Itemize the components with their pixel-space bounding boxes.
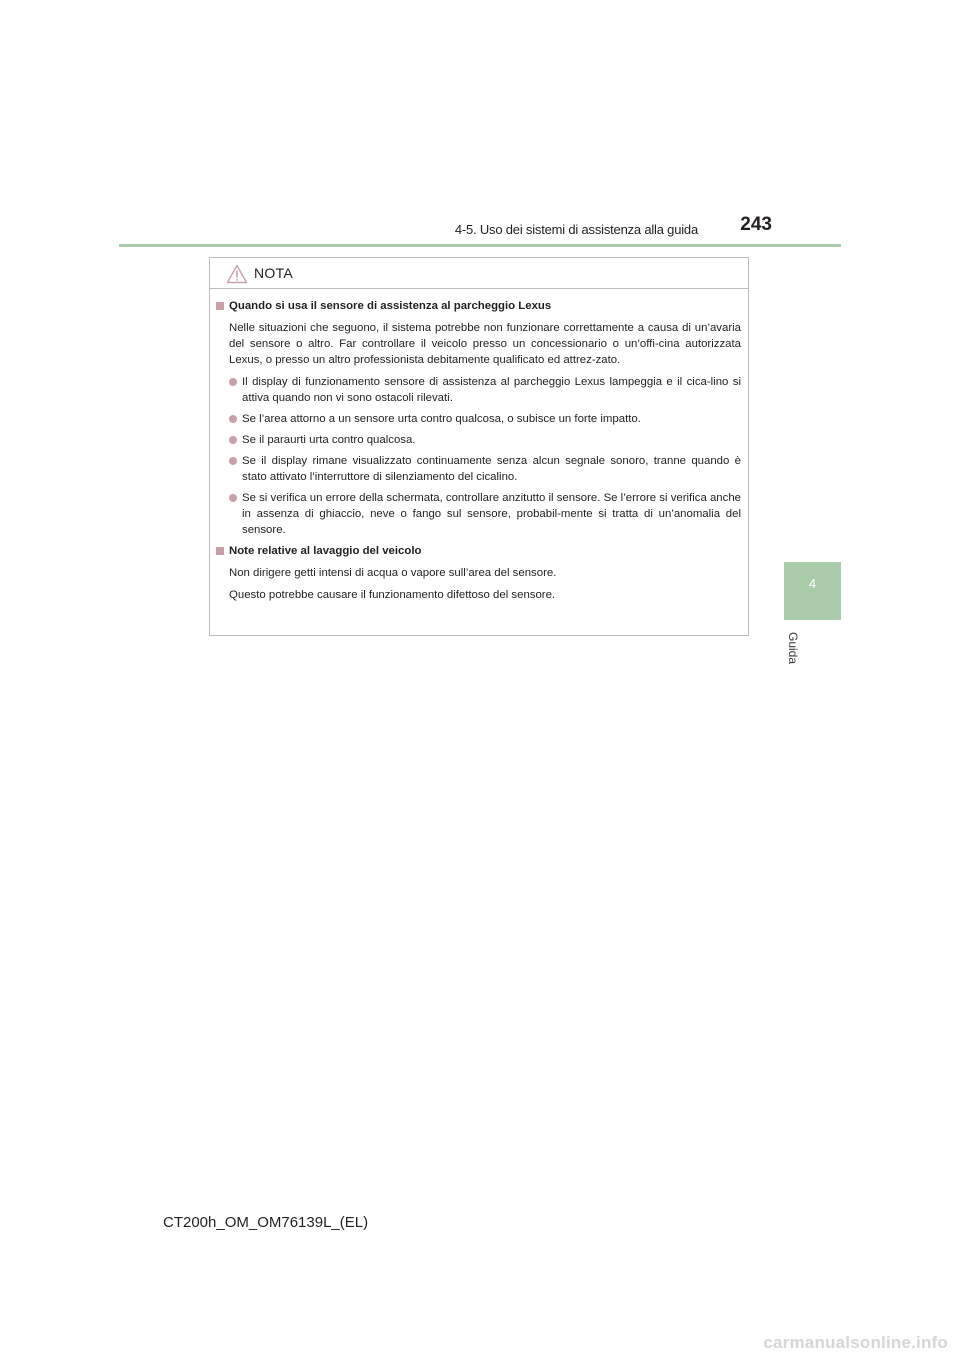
section-title: Note relative al lavaggio del veicolo — [229, 545, 422, 557]
square-bullet-icon — [216, 302, 224, 310]
chapter-label — [784, 632, 804, 692]
list-item: Il display di funzionamento sensore di assistenza al parcheggio Lexus lampeggia e il cica-lino si attiva quando non vi sono ostacoli rilevati. — [229, 374, 741, 406]
note-section-parking-sensor — [216, 298, 741, 538]
list-item: Se l’area attorno a un sensore urta contro qualcosa, o subisce un forte impatto. — [229, 411, 741, 427]
round-bullet-icon — [229, 457, 237, 465]
round-bullet-icon — [229, 378, 237, 386]
document-code: CT200h_OM_OM76139L_(EL) — [163, 1214, 369, 1231]
square-bullet-icon — [216, 547, 224, 555]
list-item: Se si verifica un errore della schermata, controllare anzitutto il sensore. Se l’errore si verifica anche in assenza di ghiaccio, neve o fango sul sensore, probabil-mente si tratta di un’anomalia del sensore. — [229, 490, 741, 538]
header-rule — [119, 244, 841, 247]
section-intro: Nelle situazioni che seguono, il sistema potrebbe non funzionare correttamente a causa di un’avaria del sensore o altro. Far controllare il veicolo presso un concessionario o un’offi-cina autorizzata Lexus, o presso un altro professionista debitamente qualificato ed attrez-zato. — [229, 322, 741, 366]
header-section-title: 4-5. Uso dei sistemi di assistenza alla guida — [454, 222, 698, 237]
note-box — [209, 257, 749, 636]
section-line: Non dirigere getti intensi di acqua o vapore sull’area del sensore. — [229, 567, 557, 579]
chapter-label-text: Guida — [786, 632, 800, 665]
note-title: NOTA — [254, 265, 294, 281]
section-title: Quando si usa il sensore di assistenza al parcheggio Lexus — [229, 300, 552, 312]
watermark: carmanualsonline.info — [763, 1333, 948, 1352]
section-line: Questo potrebbe causare il funzionamento difettoso del sensore. — [229, 589, 556, 601]
page-number: 243 — [740, 214, 772, 235]
chapter-tab[interactable] — [784, 562, 841, 620]
chapter-number: 4 — [808, 576, 817, 591]
page-header — [0, 214, 780, 240]
warning-triangle-icon — [226, 264, 248, 284]
note-header — [210, 258, 748, 289]
note-section-car-wash — [216, 543, 741, 603]
round-bullet-icon — [229, 436, 237, 444]
note-body — [210, 298, 748, 609]
round-bullet-icon — [229, 415, 237, 423]
list-item: Se il display rimane visualizzato continuamente senza alcun segnale sonoro, tranne quando è stato attivato l’interruttore di silenziamento del cicalino. — [229, 453, 741, 485]
round-bullet-icon — [229, 494, 237, 502]
list-item: Se il paraurti urta contro qualcosa. — [229, 432, 741, 448]
